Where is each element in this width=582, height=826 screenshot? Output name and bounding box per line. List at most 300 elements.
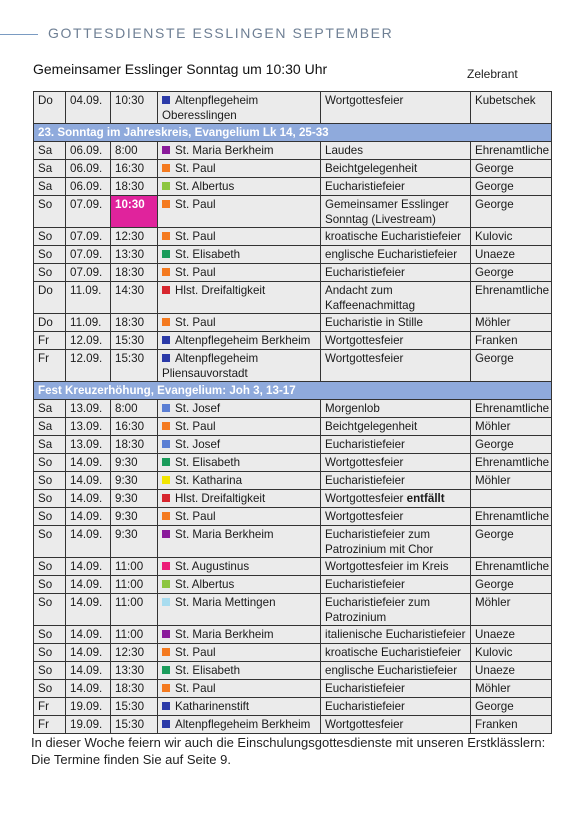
service-cell <box>321 680 471 698</box>
date-cell: 13.09. <box>66 400 111 418</box>
location-color-square-icon <box>162 494 170 502</box>
place-name: St. Albertus <box>175 578 235 591</box>
celebrant-cell: Möhler <box>471 418 552 436</box>
place-name: Altenpflegeheim Berkheim <box>175 334 311 347</box>
location-color-square-icon <box>162 404 170 412</box>
celebrant-cell: Ehrenamtliche <box>471 508 552 526</box>
place-cell <box>158 576 321 594</box>
service-cell <box>321 644 471 662</box>
celebrant-cell: Möhler <box>471 314 552 332</box>
service-name: Eucharistiefeier zum Patrozinium mit Chor <box>325 528 434 556</box>
service-cell <box>321 264 471 282</box>
day-cell: So <box>34 490 66 508</box>
time-cell: 8:00 <box>111 142 158 160</box>
day-cell: So <box>34 594 66 626</box>
place-cell <box>158 508 321 526</box>
place-name: St. Maria Berkheim <box>175 628 274 641</box>
service-cell <box>321 142 471 160</box>
celebrant-cell: George <box>471 264 552 282</box>
time-cell: 10:30 <box>111 92 158 124</box>
service-name: Wortgottesfeier <box>325 352 404 365</box>
place-cell <box>158 680 321 698</box>
service-name: Wortgottesfeier im Kreis <box>325 560 449 573</box>
cancelled-note: entfällt <box>406 492 445 505</box>
schedule-row <box>34 228 552 246</box>
celebrant-cell: Ehrenamtliche <box>471 558 552 576</box>
service-name: Beichtgelegenheit <box>325 162 418 175</box>
header-rule <box>0 34 38 35</box>
place-cell <box>158 472 321 490</box>
place-name: Hlst. Dreifaltigkeit <box>175 492 266 505</box>
place-name: Altenpflegeheim Oberesslingen <box>162 94 259 122</box>
date-cell: 14.09. <box>66 526 111 558</box>
date-cell: 12.09. <box>66 350 111 382</box>
date-cell: 13.09. <box>66 418 111 436</box>
celebrant-cell: Franken <box>471 716 552 734</box>
service-cell <box>321 594 471 626</box>
place-name: St. Josef <box>175 402 221 415</box>
place-name: St. Katharina <box>175 474 243 487</box>
service-name: Wortgottesfeier <box>325 492 404 505</box>
location-color-square-icon <box>162 422 170 430</box>
day-cell: Sa <box>34 160 66 178</box>
day-cell: So <box>34 472 66 490</box>
service-cell <box>321 246 471 264</box>
service-name: Eucharistiefeier zum Patrozinium <box>325 596 431 624</box>
location-color-square-icon <box>162 598 170 606</box>
date-cell: 07.09. <box>66 246 111 264</box>
schedule-row <box>34 576 552 594</box>
place-name: St. Paul <box>175 230 216 243</box>
day-cell: Sa <box>34 178 66 196</box>
place-cell <box>158 716 321 734</box>
service-name: Eucharistiefeier <box>325 578 405 591</box>
service-cell <box>321 558 471 576</box>
day-cell: Fr <box>34 716 66 734</box>
time-cell: 18:30 <box>111 264 158 282</box>
celebrant-cell: George <box>471 698 552 716</box>
place-cell <box>158 178 321 196</box>
place-cell <box>158 142 321 160</box>
day-cell: Fr <box>34 350 66 382</box>
service-name: englische Eucharistiefeier <box>325 248 458 261</box>
place-cell <box>158 196 321 228</box>
time-cell: 13:30 <box>111 246 158 264</box>
location-color-square-icon <box>162 666 170 674</box>
service-name: Wortgottesfeier <box>325 334 404 347</box>
day-cell: So <box>34 662 66 680</box>
date-cell: 12.09. <box>66 332 111 350</box>
place-name: St. Paul <box>175 510 216 523</box>
feast-row <box>34 124 552 142</box>
day-cell: So <box>34 228 66 246</box>
date-cell: 06.09. <box>66 178 111 196</box>
day-cell: Sa <box>34 418 66 436</box>
location-color-square-icon <box>162 336 170 344</box>
celebrant-cell: Ehrenamtliche <box>471 400 552 418</box>
day-cell: Fr <box>34 698 66 716</box>
date-cell: 14.09. <box>66 490 111 508</box>
time-cell: 11:00 <box>111 626 158 644</box>
celebrant-cell <box>471 490 552 508</box>
date-cell: 14.09. <box>66 576 111 594</box>
service-cell <box>321 490 471 508</box>
service-name: Beichtgelegenheit <box>325 420 418 433</box>
time-cell: 9:30 <box>111 508 158 526</box>
time-cell: 18:30 <box>111 314 158 332</box>
place-cell <box>158 400 321 418</box>
location-color-square-icon <box>162 146 170 154</box>
place-name: St. Paul <box>175 162 216 175</box>
location-color-square-icon <box>162 458 170 466</box>
place-cell <box>158 594 321 626</box>
place-name: St. Paul <box>175 198 216 211</box>
time-cell: 15:30 <box>111 350 158 382</box>
schedule-row <box>34 508 552 526</box>
celebrant-cell: Unaeze <box>471 626 552 644</box>
day-cell: So <box>34 644 66 662</box>
schedule-row <box>34 526 552 558</box>
service-schedule-table <box>33 91 552 734</box>
schedule-row <box>34 436 552 454</box>
celebrant-cell: George <box>471 196 552 228</box>
service-cell <box>321 626 471 644</box>
place-name: Altenpflegeheim Berkheim <box>175 718 311 731</box>
celebrant-cell: Unaeze <box>471 662 552 680</box>
service-cell <box>321 716 471 734</box>
date-cell: 19.09. <box>66 698 111 716</box>
place-name: St. Elisabeth <box>175 456 241 469</box>
schedule-row <box>34 680 552 698</box>
place-cell <box>158 644 321 662</box>
date-cell: 14.09. <box>66 680 111 698</box>
place-name: St. Josef <box>175 438 221 451</box>
service-cell <box>321 576 471 594</box>
schedule-row <box>34 196 552 228</box>
day-cell: So <box>34 558 66 576</box>
location-color-square-icon <box>162 200 170 208</box>
date-cell: 14.09. <box>66 644 111 662</box>
service-cell <box>321 400 471 418</box>
service-name: Eucharistiefeier <box>325 474 405 487</box>
day-cell: So <box>34 196 66 228</box>
celebrant-cell: Kubetschek <box>471 92 552 124</box>
schedule-row <box>34 716 552 734</box>
place-name: Altenpflegeheim Pliensauvorstadt <box>162 352 259 380</box>
day-cell: So <box>34 626 66 644</box>
time-cell: 8:00 <box>111 400 158 418</box>
time-cell: 18:30 <box>111 178 158 196</box>
schedule-row <box>34 160 552 178</box>
place-cell <box>158 526 321 558</box>
day-cell: So <box>34 576 66 594</box>
time-cell: 11:00 <box>111 576 158 594</box>
location-color-square-icon <box>162 96 170 104</box>
service-cell <box>321 92 471 124</box>
service-name: Wortgottesfeier <box>325 94 404 107</box>
place-cell <box>158 264 321 282</box>
time-cell: 11:00 <box>111 594 158 626</box>
date-cell: 04.09. <box>66 92 111 124</box>
service-name: englische Eucharistiefeier <box>325 664 458 677</box>
date-cell: 13.09. <box>66 436 111 454</box>
place-name: St. Augustinus <box>175 560 250 573</box>
date-cell: 14.09. <box>66 626 111 644</box>
service-cell <box>321 662 471 680</box>
service-cell <box>321 526 471 558</box>
time-cell: 18:30 <box>111 680 158 698</box>
schedule-row <box>34 594 552 626</box>
celebrant-cell: Möhler <box>471 680 552 698</box>
service-name: Gemeinsamer Esslinger Sonntag (Livestream) <box>325 198 449 226</box>
schedule-row <box>34 178 552 196</box>
schedule-row <box>34 626 552 644</box>
location-color-square-icon <box>162 268 170 276</box>
place-cell <box>158 436 321 454</box>
time-cell: 13:30 <box>111 662 158 680</box>
time-cell: 14:30 <box>111 282 158 314</box>
celebrant-cell: George <box>471 350 552 382</box>
time-cell: 10:30 <box>111 196 158 228</box>
schedule-row <box>34 418 552 436</box>
service-cell <box>321 228 471 246</box>
time-cell: 15:30 <box>111 716 158 734</box>
celebrant-cell: Kulovic <box>471 644 552 662</box>
place-cell <box>158 228 321 246</box>
location-color-square-icon <box>162 354 170 362</box>
location-color-square-icon <box>162 182 170 190</box>
place-cell <box>158 282 321 314</box>
service-name: Laudes <box>325 144 364 157</box>
service-name: Morgenlob <box>325 402 380 415</box>
time-cell: 15:30 <box>111 332 158 350</box>
location-color-square-icon <box>162 580 170 588</box>
date-cell: 07.09. <box>66 228 111 246</box>
celebrant-cell: Ehrenamtliche <box>471 282 552 314</box>
location-color-square-icon <box>162 562 170 570</box>
day-cell: Do <box>34 314 66 332</box>
place-name: Katharinenstift <box>175 700 250 713</box>
service-cell <box>321 196 471 228</box>
schedule-row <box>34 264 552 282</box>
schedule-row <box>34 314 552 332</box>
location-color-square-icon <box>162 164 170 172</box>
day-cell: Sa <box>34 400 66 418</box>
celebrant-cell: George <box>471 436 552 454</box>
time-cell: 12:30 <box>111 228 158 246</box>
schedule-row <box>34 332 552 350</box>
service-cell <box>321 332 471 350</box>
schedule-row <box>34 644 552 662</box>
date-cell: 14.09. <box>66 472 111 490</box>
time-cell: 9:30 <box>111 454 158 472</box>
schedule-row <box>34 490 552 508</box>
location-color-square-icon <box>162 440 170 448</box>
schedule-row <box>34 350 552 382</box>
place-cell <box>158 454 321 472</box>
place-cell <box>158 698 321 716</box>
service-cell <box>321 418 471 436</box>
date-cell: 06.09. <box>66 142 111 160</box>
date-cell: 07.09. <box>66 264 111 282</box>
location-color-square-icon <box>162 684 170 692</box>
time-cell: 12:30 <box>111 644 158 662</box>
place-cell <box>158 350 321 382</box>
service-name: Wortgottesfeier <box>325 718 404 731</box>
date-cell: 14.09. <box>66 558 111 576</box>
day-cell: Sa <box>34 142 66 160</box>
day-cell: So <box>34 454 66 472</box>
time-cell: 18:30 <box>111 436 158 454</box>
time-cell: 9:30 <box>111 472 158 490</box>
date-cell: 11.09. <box>66 314 111 332</box>
date-cell: 19.09. <box>66 716 111 734</box>
feast-row <box>34 382 552 400</box>
location-color-square-icon <box>162 648 170 656</box>
schedule-row <box>34 662 552 680</box>
location-color-square-icon <box>162 318 170 326</box>
place-name: St. Maria Mettingen <box>175 596 276 609</box>
place-name: St. Paul <box>175 420 216 433</box>
place-cell <box>158 418 321 436</box>
feast-title: 23. Sonntag im Jahreskreis, Evangelium Lk 14, 25-33 <box>34 124 552 142</box>
date-cell: 06.09. <box>66 160 111 178</box>
schedule-row <box>34 282 552 314</box>
date-cell: 07.09. <box>66 196 111 228</box>
date-cell: 14.09. <box>66 594 111 626</box>
celebrant-cell: Franken <box>471 332 552 350</box>
location-color-square-icon <box>162 232 170 240</box>
service-name: Eucharistiefeier <box>325 700 405 713</box>
place-cell <box>158 558 321 576</box>
feast-title: Fest Kreuzerhöhung, Evangelium: Joh 3, 13-17 <box>34 382 552 400</box>
place-cell <box>158 314 321 332</box>
place-name: St. Maria Berkheim <box>175 528 274 541</box>
location-color-square-icon <box>162 476 170 484</box>
location-color-square-icon <box>162 286 170 294</box>
celebrant-cell: George <box>471 178 552 196</box>
location-color-square-icon <box>162 630 170 638</box>
place-name: St. Paul <box>175 266 216 279</box>
day-cell: So <box>34 680 66 698</box>
place-name: Hlst. Dreifaltigkeit <box>175 284 266 297</box>
place-name: St. Paul <box>175 316 216 329</box>
celebrant-cell: Unaeze <box>471 246 552 264</box>
time-cell: 16:30 <box>111 160 158 178</box>
place-name: St. Elisabeth <box>175 248 241 261</box>
service-name: Eucharistiefeier <box>325 180 405 193</box>
service-cell <box>321 178 471 196</box>
time-cell: 16:30 <box>111 418 158 436</box>
day-cell: Do <box>34 92 66 124</box>
location-color-square-icon <box>162 530 170 538</box>
zelebrant-column-header: Zelebrant <box>467 67 518 81</box>
schedule-row <box>34 472 552 490</box>
place-name: St. Albertus <box>175 180 235 193</box>
place-cell <box>158 626 321 644</box>
celebrant-cell: Kulovic <box>471 228 552 246</box>
day-cell: Sa <box>34 436 66 454</box>
service-name: Wortgottesfeier <box>325 510 404 523</box>
celebrant-cell: Ehrenamtliche <box>471 454 552 472</box>
place-name: St. Elisabeth <box>175 664 241 677</box>
date-cell: 14.09. <box>66 454 111 472</box>
day-cell: So <box>34 264 66 282</box>
location-color-square-icon <box>162 720 170 728</box>
celebrant-cell: George <box>471 576 552 594</box>
schedule-row <box>34 400 552 418</box>
service-cell <box>321 436 471 454</box>
service-cell <box>321 282 471 314</box>
celebrant-cell: Möhler <box>471 594 552 626</box>
schedule-row <box>34 142 552 160</box>
service-name: Eucharistiefeier <box>325 438 405 451</box>
service-name: Andacht zum Kaffeenachmittag <box>325 284 416 312</box>
place-cell <box>158 332 321 350</box>
service-name: kroatische Eucharistiefeier <box>325 230 461 243</box>
celebrant-cell: Ehrenamtliche <box>471 142 552 160</box>
day-cell: So <box>34 246 66 264</box>
time-cell: 9:30 <box>111 526 158 558</box>
schedule-row <box>34 92 552 124</box>
footer-note: In dieser Woche feiern wir auch die Einschulungsgottesdienste mit unseren Erstklässlern: Die Termine finden Sie auf Seite 9. <box>31 735 546 767</box>
place-name: St. Paul <box>175 646 216 659</box>
location-color-square-icon <box>162 250 170 258</box>
place-cell <box>158 160 321 178</box>
schedule-row <box>34 558 552 576</box>
day-cell: So <box>34 508 66 526</box>
service-cell <box>321 314 471 332</box>
place-cell <box>158 490 321 508</box>
time-cell: 11:00 <box>111 558 158 576</box>
schedule-row <box>34 246 552 264</box>
service-cell <box>321 508 471 526</box>
day-cell: Fr <box>34 332 66 350</box>
day-cell: So <box>34 526 66 558</box>
place-cell <box>158 246 321 264</box>
service-cell <box>321 350 471 382</box>
celebrant-cell: George <box>471 160 552 178</box>
celebrant-cell: George <box>471 526 552 558</box>
location-color-square-icon <box>162 702 170 710</box>
service-name: Eucharistiefeier <box>325 266 405 279</box>
service-name: italienische Eucharistiefeier <box>325 628 466 641</box>
time-cell: 15:30 <box>111 698 158 716</box>
schedule-row <box>34 454 552 472</box>
place-name: St. Paul <box>175 682 216 695</box>
place-cell <box>158 92 321 124</box>
date-cell: 14.09. <box>66 662 111 680</box>
day-cell: Do <box>34 282 66 314</box>
schedule-row <box>34 698 552 716</box>
service-name: kroatische Eucharistiefeier <box>325 646 461 659</box>
location-color-square-icon <box>162 512 170 520</box>
place-cell <box>158 662 321 680</box>
page-header: GOTTESDIENSTE ESSLINGEN SEPTEMBER <box>48 25 394 41</box>
service-cell <box>321 454 471 472</box>
section-subtitle: Gemeinsamer Esslinger Sonntag um 10:30 Uhr <box>33 61 328 77</box>
date-cell: 11.09. <box>66 282 111 314</box>
service-name: Wortgottesfeier <box>325 456 404 469</box>
service-cell <box>321 160 471 178</box>
time-cell: 9:30 <box>111 490 158 508</box>
service-name: Eucharistie in Stille <box>325 316 423 329</box>
date-cell: 14.09. <box>66 508 111 526</box>
service-name: Eucharistiefeier <box>325 682 405 695</box>
place-name: St. Maria Berkheim <box>175 144 274 157</box>
service-cell <box>321 472 471 490</box>
celebrant-cell: Möhler <box>471 472 552 490</box>
